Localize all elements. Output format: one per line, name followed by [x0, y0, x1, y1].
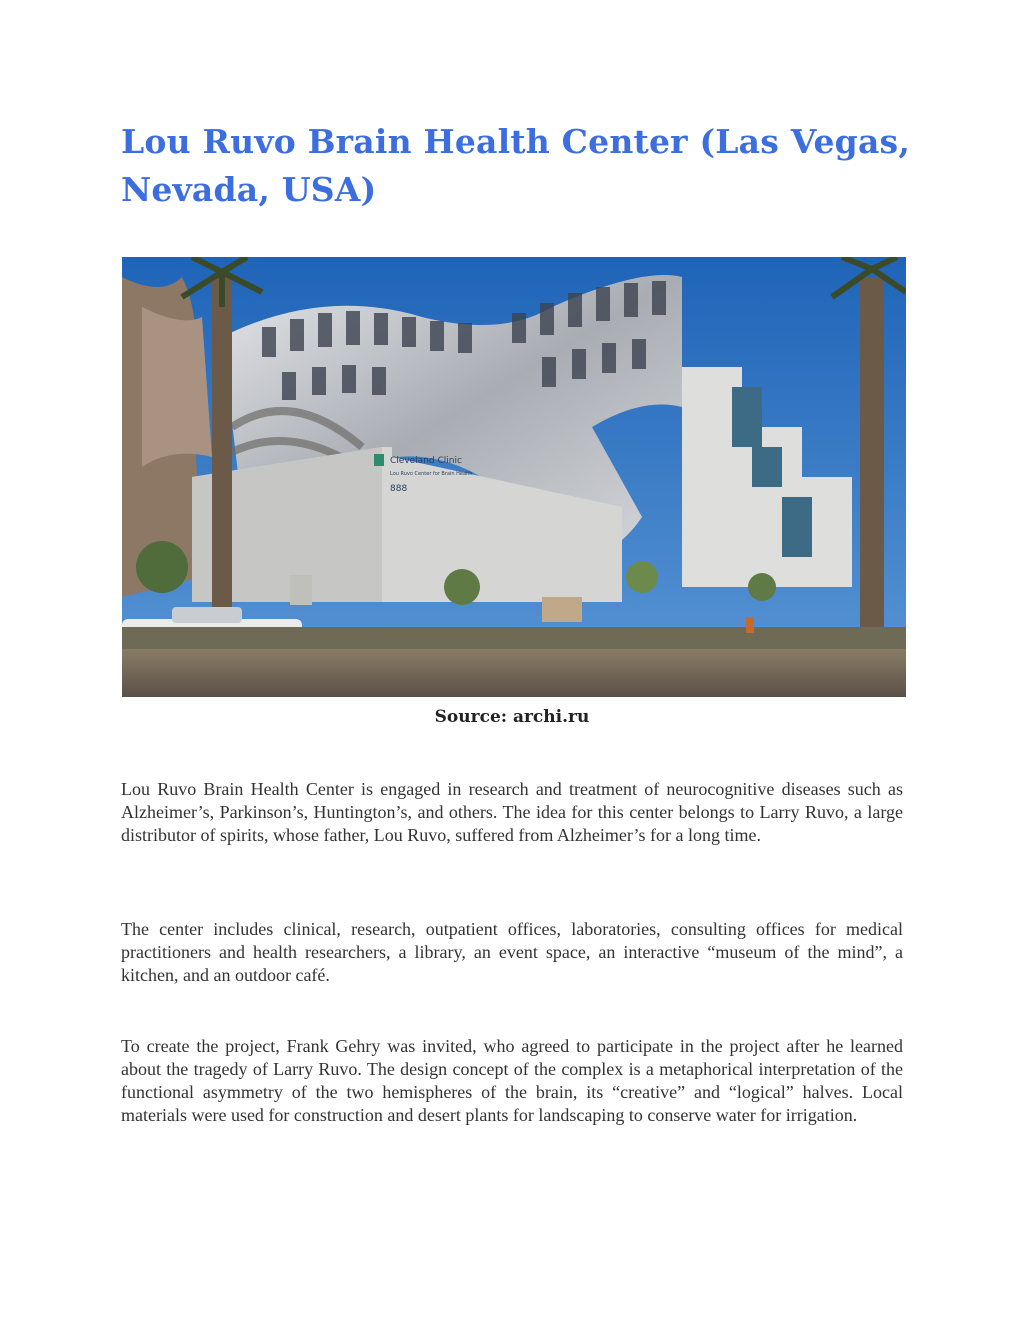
- building-sign-number: 888: [390, 484, 408, 494]
- paragraph-2: The center includes clinical, research, outpatient offices, laboratories, consulting offices for medical practitioners and health researchers, a library, an event space, an interactive “museum of the mind”, a kitchen, and an outdoor café.: [121, 919, 903, 985]
- paragraph-3: To create the project, Frank Gehry was invited, who agreed to participate in the project after he learned about the tragedy of Larry Ruvo. The design concept of the complex is a metaphorical interpretation of the functional asymmetry of the two hemispheres of the brain, its “creative” and “logical” halves. Local materials were used for construction and desert plants for landscaping to conserve water for irrigation.: [121, 1036, 903, 1125]
- paragraph-1: Lou Ruvo Brain Health Center is engaged in research and treatment of neurocognitive diseases such as Alzheimer’s, Parkinson’s, Huntington’s, and others. The idea for this center belongs to Larry Ruvo, a large distributor of spirits, whose father, Lou Ruvo, suffered from Alzheimer’s for a long time.: [121, 779, 903, 845]
- building-sign-name: Cleveland Clinic: [390, 456, 462, 466]
- image-caption: Source: archi.ru: [434, 707, 590, 727]
- building-photo: [122, 257, 906, 697]
- page-title: Lou Ruvo Brain Health Center (Las Vegas, Nevada, USA): [121, 122, 911, 209]
- building-sign-subtitle: Lou Ruvo Center for Brain Health: [390, 471, 473, 477]
